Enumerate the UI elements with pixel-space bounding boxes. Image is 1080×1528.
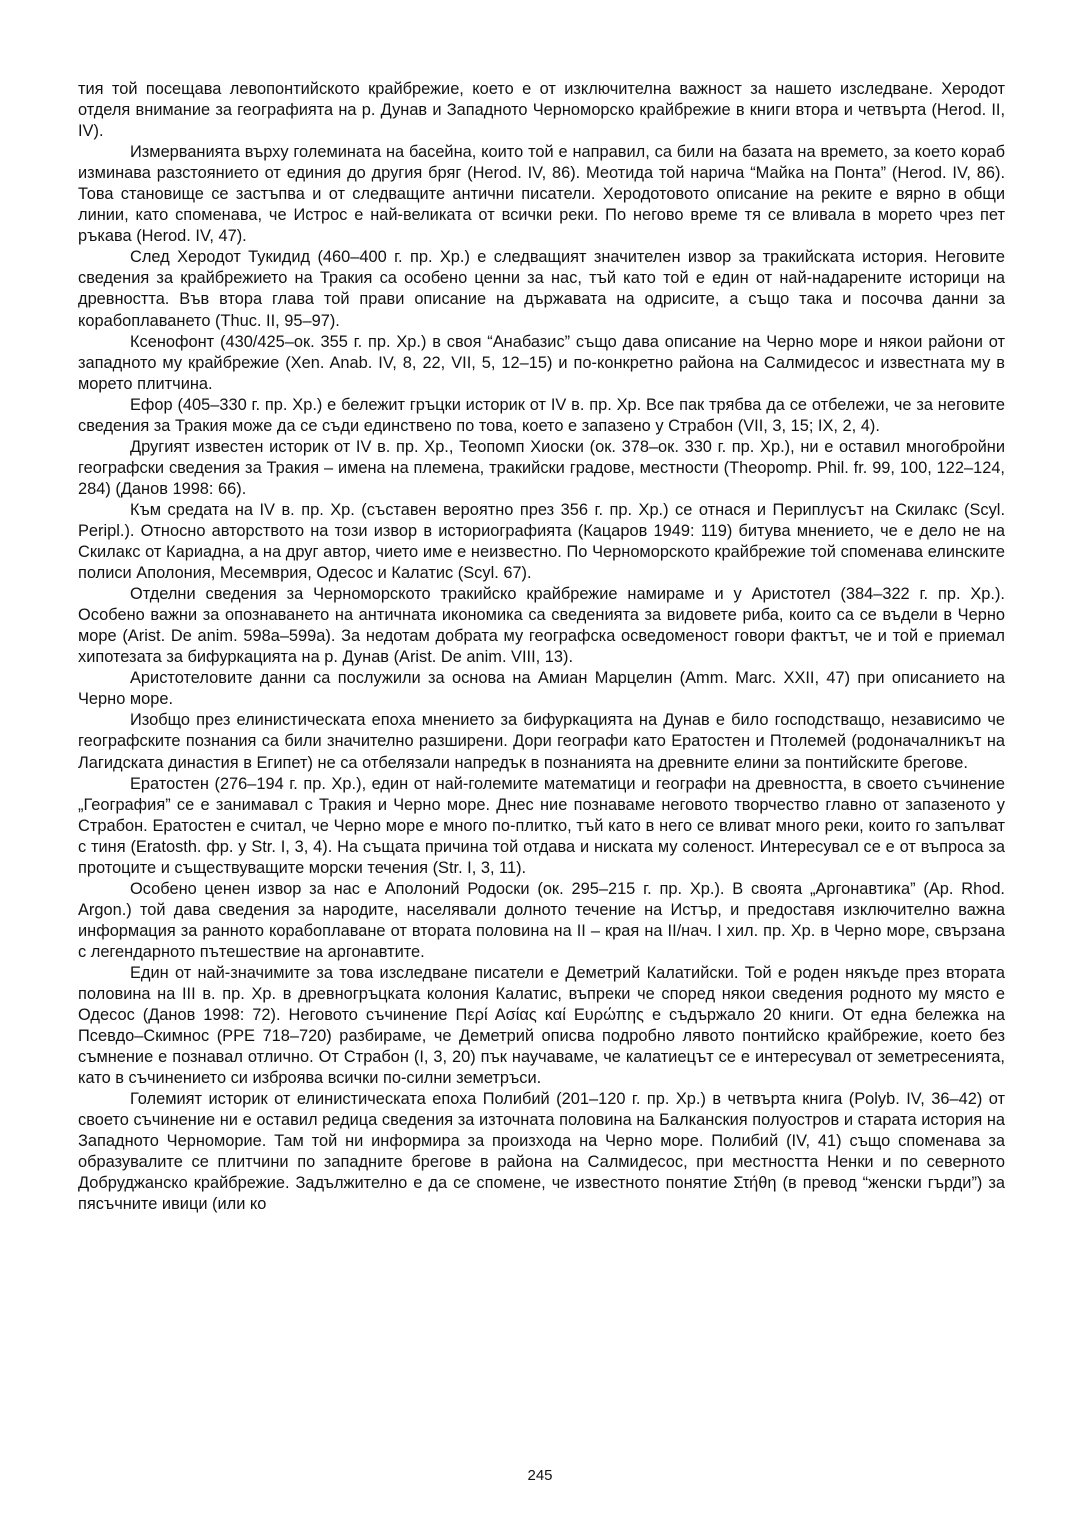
paragraph: Другият известен историк от IV в. пр. Хр., Теопомп Хиоски (ок. 378–ок. 330 г. пр. Хр.), ни е оставил многобройни географски сведения за Тракия – имена на племена, тракийски градове, местности (Theopomp. Phil. fr. 99, 100, 122–124, 284) (Данов 1998: 66). bbox=[78, 437, 1005, 498]
paragraph: Ксенофонт (430/425–ок. 355 г. пр. Хр.) в своя “Анабазис” също дава описание на Черно море и някои райони от западното му крайбрежие (Xen. Anab. IV, 8, 22, VII, 5, 12–15) и по-конкретно района на Салмидесос и известната му в морето плитчина. bbox=[78, 332, 1005, 393]
paragraph: Особено ценен извор за нас е Аполоний Родоски (ок. 295–215 г. пр. Хр.). В своята „Аргонавтика” (Ap. Rhod. Argon.) той дава сведения за народите, населявали долното течение на Истър, и предоставя изключително важна информация за ранното корабоплаване от втората половина на II – края на II/нач. I хил. пр. Хр. в Черно море, свързана с легендарното пътешествие на аргонавтите. bbox=[78, 879, 1005, 961]
paragraph: Към средата на IV в. пр. Хр. (съставен вероятно през 356 г. пр. Хр.) се отнася и Периплусът на Скилакс (Scyl. Peripl.). Относно авторството на този извор в историографията (Кацаров 1949: 119) битува мнението, че е дело не на Скилакс от Кариадна, а на друг автор, чието име е неизвестно. По Черноморското крайбрежие той споменава елинските полиси Аполония, Месемврия, Одесос и Калатис (Scyl. 67). bbox=[78, 500, 1005, 583]
body-text bbox=[78, 79, 1005, 1216]
paragraph: Ератостен (276–194 г. пр. Хр.), един от най-големите математици и географи на древността, в своето съчинение „География” се е занимавал с Тракия и Черно море. Днес ние познаваме неговото творчество главно от запазеното у Страбон. Ератостен е считал, че Черно море е много по-плитко, тъй като в него се вливат много реки, които го запълват с тиня (Eratosth. фр. у Str. I, 3, 4). На същата причина той отдава и ниската му соленост. Интересувал се е от въпроса за протоците и съществуващите морски течения (Str. I, 3, 11). bbox=[78, 774, 1005, 877]
paragraph: Един от най-значимите за това изследване писатели е Деметрий Калатийски. Той е роден някъде през втората половина на III в. пр. Хр. в древногръцката колония Калатис, въпреки че според някои сведения родното му място е Одесос (Данов 1998: 72). Неговото съчинение Περί Ασίας καί Ευρώπης е съдържало 20 книги. От една бележка на Псевдо–Скимнос (PPE 718–720) разбираме, че Деметрий описва подробно лявото понтийско крайбрежие, което без съмнение е познавал отлично. От Страбон (I, 3, 20) пък научаваме, че калатиецът се е интересувал от земетресенията, като в съчинението си изброява всички по-силни земетръси. bbox=[78, 963, 1005, 1088]
paragraph: Ефор (405–330 г. пр. Хр.) е бележит гръцки историк от IV в. пр. Хр. Все пак трябва да се отбележи, че за неговите сведения за Тракия може да се съди единствено по това, което е запазено у Страбон (VII, 3, 15; IX, 2, 4). bbox=[78, 395, 1005, 435]
paragraph: След Херодот Тукидид (460–400 г. пр. Хр.) е следващият значителен извор за тракийската история. Неговите сведения за крайбрежието на Тракия са особено ценни за нас, тъй като той е един от най-надарените историци на древността. Във втора глава той прави описание на държавата на одрисите, а също така и посочва данни за корабоплаването (Thuc. II, 95–97). bbox=[78, 248, 1005, 330]
paragraph: Изобщо през елинистическата епоха мнението за бифуркацията на Дунав е било господстващо, независимо че географските познания са били значително разширени. Дори географи като Ератостен и Птолемей (родоначалникът на Лагидската династия в Египет) не са отбелязали напредък в познанията на древните елини за понтийските брегове. bbox=[78, 711, 1005, 772]
paragraph: Отделни сведения за Черноморското тракийско крайбрежие намираме и у Аристотел (384–322 г. пр. Хр.). Особено важни за опознаването на античната икономика са сведенията за видовете риба, които са се въдели в Черно море (Arist. De anim. 598a–599a). За недотам добрата му географска осведоменост говори фактът, че и той е приемал хипотезата за бифуркацията на р. Дунав (Arist. De anim. VIII, 13). bbox=[78, 585, 1005, 667]
paragraph: Аристотеловите данни са послужили за основа на Амиан Марцелин (Amm. Marc. XXII, 47) при описанието на Черно море. bbox=[78, 669, 1005, 709]
page-number: 245 bbox=[527, 1467, 553, 1484]
paragraph-continued: тия той посещава левопонтийското крайбрежие, което е от изключителна важност за нашето изследване. Херодот отделя внимание за географията на р. Дунав и Западното Черноморско крайбрежие в книги втора и четвърта (Herod. II, IV). bbox=[78, 80, 1005, 141]
paragraph: Измерванията върху големината на басейна, които той е направил, са били на базата на времето, за което кораб изминава разстоянието от единия до другия бряг (Herod. IV, 86). Меотида той нарича “Майка на Понта” (Herod. IV, 86). Това становище се застъпва и от следващите антични писатели. Херодотовото описание на реките е вярно в общи линии, като споменава, че Истрос е най-великата от всички реки. По негово време тя се вливала в морето чрез пет ръкава (Herod. IV, 47). bbox=[78, 143, 1005, 246]
paragraph: Големият историк от елинистическата епоха Полибий (201–120 г. пр. Хр.) в четвърта книга (Polyb. IV, 36–42) от своето съчинение ни е оставил редица сведения за източната половина на Балканския полуостров и старата история на Западното Черноморие. Там той ни информира за произхода на Черно море. Полибий (IV, 41) също споменава за образувалите се плитчини по западните брегове в района на Салмидесос, при местността Ненки и по северното Добруджанско крайбрежие. Задължително е да се спомене, че известното понятие Στήθη (в превод “женски гърди”) за пясъчните ивици (или ко bbox=[78, 1090, 1005, 1214]
